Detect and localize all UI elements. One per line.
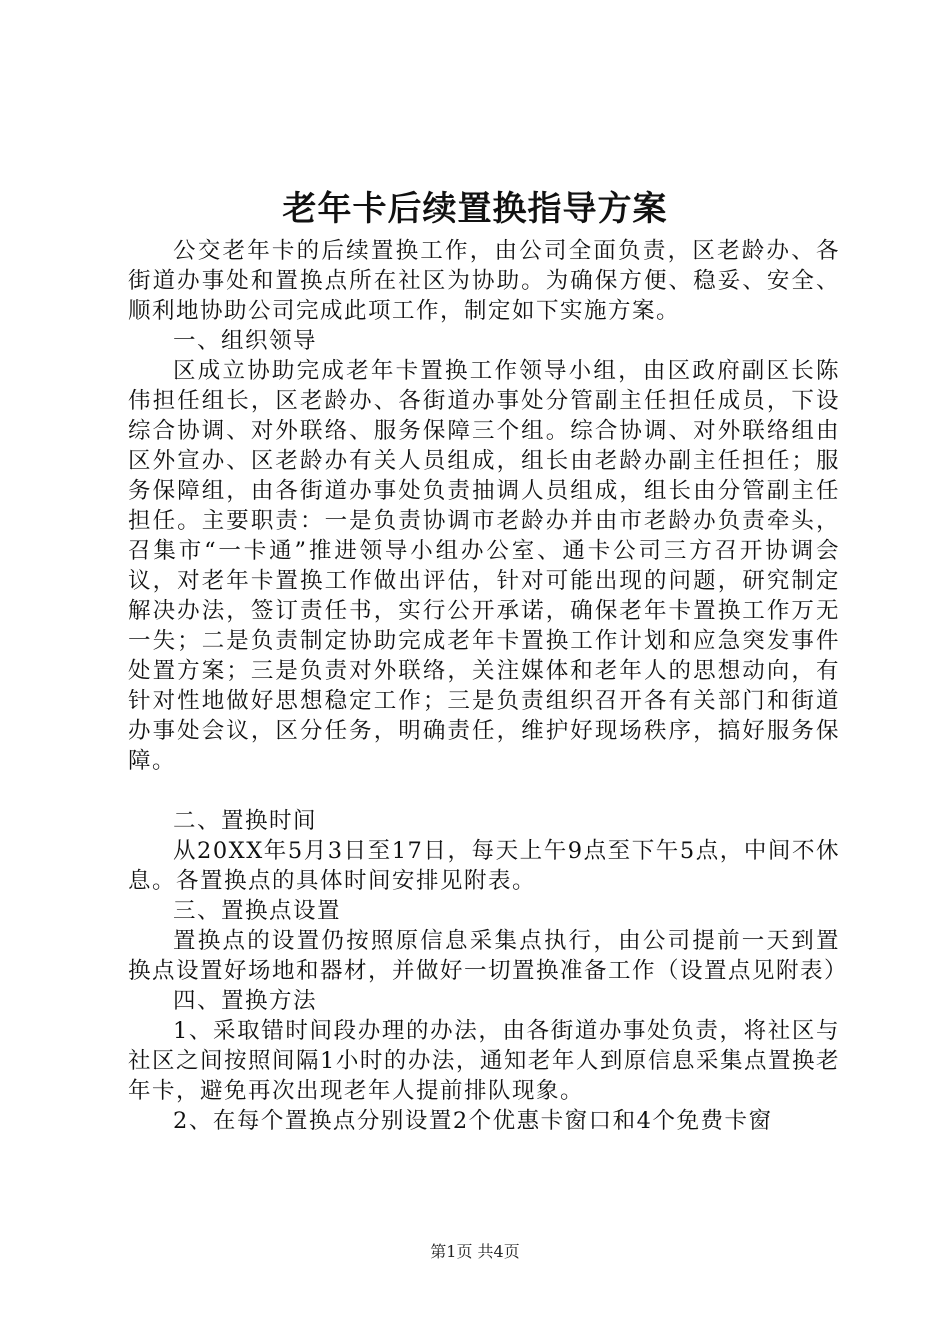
organization-paragraph: 区成立协助完成老年卡置换工作领导小组，由区政府副区长陈伟担任组长，区老龄办、各街道办事处分管副主任担任成员，下设综合协调、对外联络、服务保障三个组。综合协调、对外联络组由区外宣办、区老龄办有关人员组成，组长由老龄办副主任担任；服务保障组，由各街道办事处负责抽调人员组成，组长由分管副主任担任。主要职责：一是负责协调市老龄办并由市老龄办负责牵头，召集市“一卡通”推进领导小组办公室、通卡公司三方召开协调会议，对老年卡置换工作做出评估，针对可能出现的问题，研究制定解决办法，签订责任书，实行公开承诺，确保老年卡置换工作万无一失；二是负责制定协助完成老年卡置换工作计划和应急突发事件处置方案；三是负责对外联络，关注媒体和老年人的思想动向，有针对性地做好思想稳定工作；三是负责组织召开各有关部门和街道办事处会议，区分任务，明确责任，维护好现场秩序，搞好服务保障。	[128, 358, 840, 774]
page-number-footer: 第1页 共4页	[430, 1242, 520, 1261]
method-paragraph-1: 1、采取错时间段办理的办法，由各街道办事处负责，将社区与社区之间按照间隔1小时的办法，通知老年人到原信息采集点置换老年卡，避免再次出现老年人提前排队现象。	[128, 1018, 840, 1104]
location-paragraph: 置换点的设置仍按照原信息采集点执行，由公司提前一天到置换点设置好场地和器材，并做好一切置换准备工作（设置点见附表）	[128, 928, 849, 984]
section-heading-organization: 一、组织领导	[173, 328, 318, 354]
method-paragraph-2: 2、在每个置换点分别设置2个优惠卡窗口和4个免费卡窗	[173, 1108, 773, 1134]
section-heading-time: 二、置换时间	[173, 808, 318, 834]
intro-paragraph: 公交老年卡的后续置换工作，由公司全面负责，区老龄办、各街道办事处和置换点所在社区为协助。为确保方便、稳妥、安全、顺利地协助公司完成此项工作，制定如下实施方案。	[128, 238, 840, 324]
section-heading-location: 三、置换点设置	[173, 898, 342, 924]
time-paragraph: 从20XX年5月3日至17日，每天上午9点至下午5点，中间不休息。各置换点的具体时间安排见附表。	[128, 838, 840, 894]
document-title: 老年卡后续置换指导方案	[282, 189, 668, 229]
document-body	[128, 236, 849, 1136]
paragraph-spacer	[128, 776, 840, 806]
section-heading-method: 四、置换方法	[173, 988, 318, 1014]
